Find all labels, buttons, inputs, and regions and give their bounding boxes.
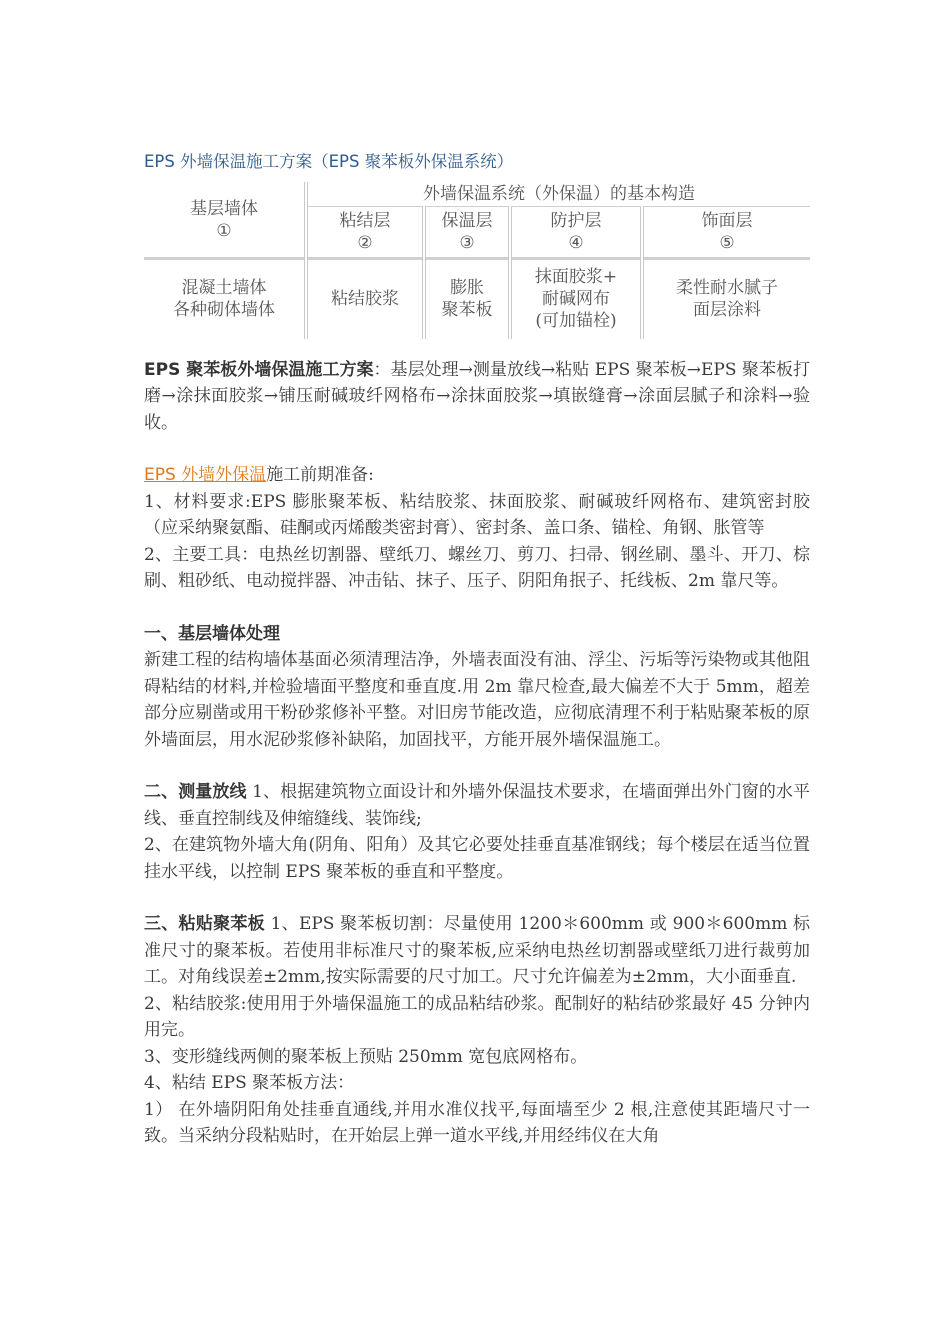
system-header-cell (306, 182, 810, 207)
section-2-text-2: 2、在建筑物外墙大角(阴角、阳角）及其它必要处挂垂直基准钢线；每个楼层在适当位置挂水平线，以控制 EPS 聚苯板的垂直和平整度。 (144, 835, 810, 882)
base-wall-content (144, 259, 306, 339)
layer-number: ③ (459, 233, 475, 253)
insulation-layer-header (424, 207, 510, 259)
layer-number: ② (357, 233, 373, 253)
cell-line: 面层涂料 (693, 300, 761, 321)
plan-label: EPS 聚苯板外墙保温施工方案 (144, 359, 374, 380)
finish-layer-header (642, 207, 810, 259)
system-header: 外墙保温系统（外保温）的基本构造 (423, 184, 695, 204)
cell-line: 抹面胶浆+ (534, 267, 618, 288)
insulation-layer-content (424, 259, 510, 339)
cell-line: 粘结胶浆 (331, 289, 399, 310)
layer-number: ④ (568, 233, 584, 253)
protective-layer-header (510, 207, 642, 259)
layer-name: 保温层 (441, 211, 493, 231)
structure-table (144, 182, 810, 339)
cell-line: 耐碱网布 (542, 289, 610, 310)
cell-line: 混凝土墙体 (181, 278, 267, 299)
section-2-heading: 二、测量放线 (144, 782, 247, 802)
prep-tools: 2、主要工具：电热丝切割器、壁纸刀、螺丝刀、剪刀、扫帚、钢丝刷、墨斗、开刀、棕刷、粗砂纸、电动搅拌器、冲击钻、抹子、压子、阴阳角抿子、托线板、2m 靠尺等。 (144, 544, 810, 591)
document-title: EPS 外墙保温施工方案（EPS 聚苯板外保温系统） (144, 152, 514, 171)
section-3-item-3: 3、变形缝线两侧的聚苯板上预贴 250mm 宽包底网格布。 (144, 1046, 588, 1067)
layer-name: 饰面层 (701, 211, 753, 231)
cell-line: 各种砌体墙体 (173, 300, 275, 321)
layer-name: 防护层 (550, 211, 602, 231)
cell-line: 柔性耐水腻子 (676, 278, 778, 299)
section-3-paragraph (144, 911, 810, 991)
document-page (144, 148, 810, 1150)
eps-insulation-link[interactable]: EPS 外墙外保温 (144, 465, 267, 485)
section-2-text: 1、根据建筑物立面设计和外墙外保温技术要求，在墙面弹出外门窗的水平线、垂直控制线及伸缩缝线、装饰线; (144, 782, 811, 829)
section-3-item-4: 4、粘结 EPS 聚苯板方法： (144, 1073, 355, 1093)
section-3-item-2: 2、粘结胶浆:使用用于外墙保温施工的成品粘结砂浆。配制好的粘结砂浆最好 45 分钟内用完。 (144, 993, 810, 1040)
bond-layer-header (306, 207, 424, 259)
section-3-text: 1、EPS 聚苯板切割：尽量使用 1200＊600mm 或 900＊600mm 标准尺寸的聚苯板。若使用非标准尺寸的聚苯板,应采纳电热丝切割器或壁纸刀进行裁剪加工。对角线误差±2mm,按实际需要的尺寸加工。尺寸允许偏差为±2mm，大小面垂直. (144, 914, 811, 987)
plan-text: ：基层处理→测量放线→粘贴 EPS 聚苯板→EPS 聚苯板打磨→涂抹面胶浆→铺压耐碱玻纤网格布→涂抹面胶浆→填嵌缝膏→涂面层腻子和涂料→验收。 (144, 359, 810, 433)
prep-text: 施工前期准备: (266, 465, 374, 485)
cell-line: 聚苯板 (441, 300, 493, 321)
prep-intro (144, 462, 810, 489)
section-1-text: 新建工程的结构墙体基面必须清理洁净，外墙表面没有油、浮尘、污垢等污染物或其他阻碍粘结的材料,并检验墙面平整度和垂直度.用 2m 靠尺检查,最大偏差不大于 5mm，超差部分应剔凿或用干粉砂浆修补平整。对旧房节能改造，应彻底清理不利于粘贴聚苯板的原外墙面层，用水泥砂浆修补缺陷，加固找平，方能开展外墙保温施工。 (144, 650, 810, 750)
section-3-item-5: 1） 在外墙阴阳角处挂垂直通线,并用水准仪找平,每面墙至少 2 根,注意使其距墙尺寸一致。当采纳分段粘贴时，在开始层上弹一道水平线,并用经纬仪在大角 (144, 1099, 810, 1146)
section-1-heading: 一、基层墙体处理 (144, 623, 280, 644)
bond-layer-content (306, 259, 424, 339)
section-2-paragraph (144, 779, 810, 832)
base-wall-number: ① (216, 220, 232, 241)
layer-number: ⑤ (719, 233, 735, 253)
cell-line: (可加锚栓) (535, 311, 617, 332)
base-wall-label: 基层墙体 (190, 198, 258, 219)
section-3-heading: 三、粘贴聚苯板 (144, 914, 265, 934)
plan-paragraph (144, 357, 810, 437)
finish-layer-content (642, 259, 810, 339)
prep-materials: 1、材料要求:EPS 膨胀聚苯板、粘结胶浆、抹面胶浆、耐碱玻纤网格布、建筑密封胶（应采纳聚氨酯、硅酮或丙烯酸类密封膏）、密封条、盖口条、锚栓、角钢、胀管等 (144, 491, 810, 538)
protective-layer-content (510, 259, 642, 339)
cell-line: 膨胀 (450, 278, 484, 299)
layer-name: 粘结层 (339, 211, 391, 231)
base-wall-header-cell (144, 182, 306, 259)
